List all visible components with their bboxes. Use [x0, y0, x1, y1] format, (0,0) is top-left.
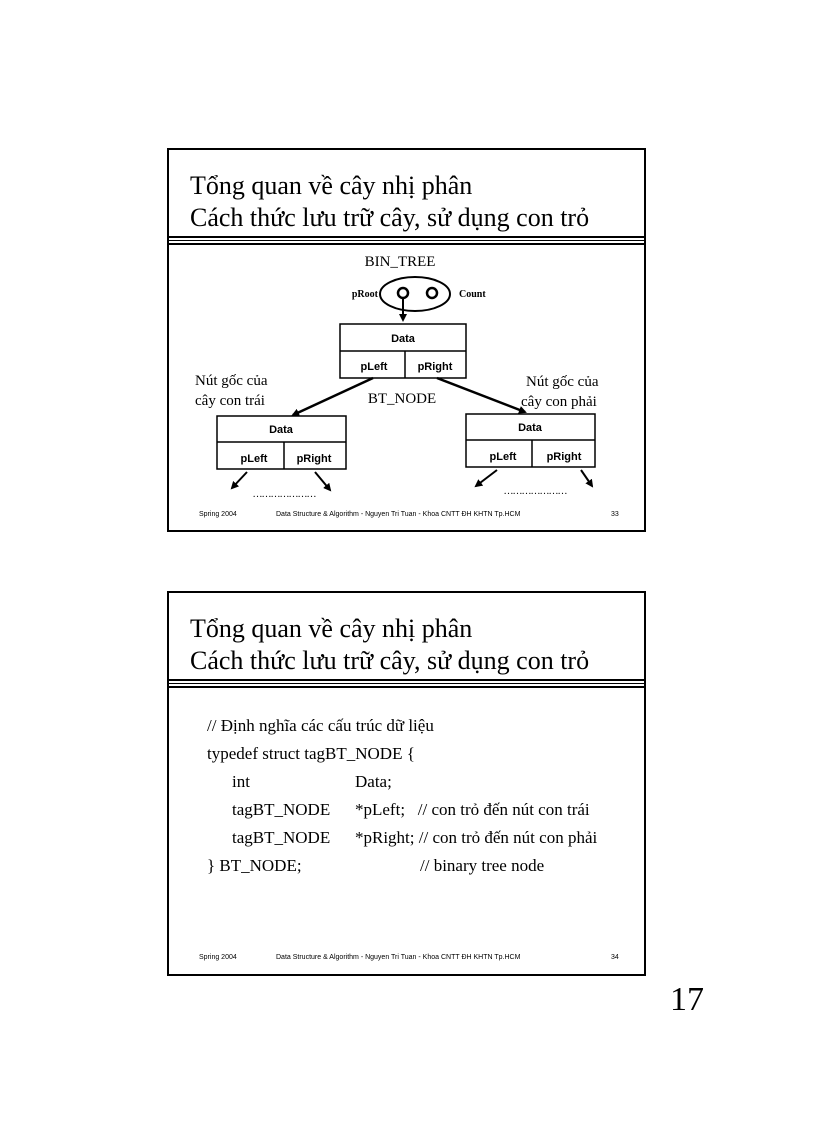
- title-line-2: Cách thức lưu trữ cây, sử dụng con trỏ: [190, 203, 590, 232]
- left-data-label: Data: [269, 424, 293, 436]
- code-end-comment: // binary tree node: [420, 856, 545, 875]
- root-pright-label: pRight: [417, 361, 453, 373]
- count-field: [427, 288, 437, 298]
- left-dots: …………………: [252, 489, 316, 500]
- right-left-arrow: [476, 470, 497, 486]
- slide-33: [167, 148, 646, 532]
- code-data-field: Data;: [355, 772, 392, 791]
- bt-node-label: BT_NODE: [367, 391, 437, 407]
- left-left-arrow: [232, 472, 247, 488]
- title-line-1: Tổng quan về cây nhị phân: [190, 614, 473, 643]
- left-note-line2: cây con trái: [195, 393, 265, 409]
- footer-credit: Data Structure & Algorithm - Nguyen Tri Tuan - Khoa CNTT ĐH KHTN Tp.HCM: [276, 511, 521, 518]
- right-child-arrow: [437, 378, 525, 412]
- right-right-arrow: [581, 470, 592, 486]
- code-pleft-field: *pLeft; // con trỏ đến nút con trái: [355, 800, 590, 819]
- binary-tree-diagram: [169, 150, 644, 530]
- footer-slide-number: 34: [611, 954, 619, 961]
- title-line-2: Cách thức lưu trữ cây, sử dụng con trỏ: [190, 646, 590, 675]
- root-pleft-label: pLeft: [360, 361, 388, 373]
- slide-title: [190, 613, 589, 677]
- left-pright-label: pRight: [296, 453, 332, 465]
- footer-slide-number: 33: [611, 511, 619, 518]
- page-number: 17: [670, 981, 704, 1018]
- right-dots: …………………: [503, 486, 567, 497]
- left-note-line1: Nút gốc của: [195, 373, 268, 389]
- proot-field: [398, 288, 408, 298]
- count-label: Count: [459, 289, 486, 300]
- code-struct-end: } BT_NODE;: [207, 856, 302, 875]
- bin-tree-struct: [380, 277, 450, 311]
- proot-label: pRoot: [351, 289, 378, 300]
- right-note-line2: cây con phải: [521, 394, 597, 410]
- code-pright-type: tagBT_NODE: [232, 828, 331, 847]
- code-pleft-type: tagBT_NODE: [232, 800, 331, 819]
- right-child-node: [466, 414, 595, 467]
- bin-tree-label: BIN_TREE: [364, 254, 436, 270]
- right-data-label: Data: [518, 422, 542, 434]
- left-pleft-label: pLeft: [240, 453, 268, 465]
- footer-date: Spring 2004: [199, 511, 237, 518]
- left-child-arrow: [293, 378, 373, 415]
- root-data-label: Data: [391, 333, 415, 345]
- footer-date: Spring 2004: [199, 954, 237, 961]
- root-node: [340, 324, 466, 378]
- right-pleft-label: pLeft: [489, 451, 517, 463]
- title-line-1: Tổng quan về cây nhị phân: [190, 171, 473, 200]
- right-pright-label: pRight: [546, 451, 582, 463]
- code-comment: // Định nghĩa các cấu trúc dữ liệu: [207, 716, 434, 735]
- right-note-line1: Nút gốc của: [526, 374, 599, 390]
- code-int-type: int: [232, 772, 250, 791]
- left-right-arrow: [315, 472, 330, 490]
- code-typedef: typedef struct tagBT_NODE {: [207, 744, 415, 763]
- footer-credit: Data Structure & Algorithm - Nguyen Tri Tuan - Khoa CNTT ĐH KHTN Tp.HCM: [276, 954, 521, 961]
- slide-34: [167, 591, 646, 976]
- code-pright-field: *pRight; // con trỏ đến nút con phải: [355, 828, 598, 847]
- left-child-node: [217, 416, 346, 469]
- title-divider: [169, 679, 644, 688]
